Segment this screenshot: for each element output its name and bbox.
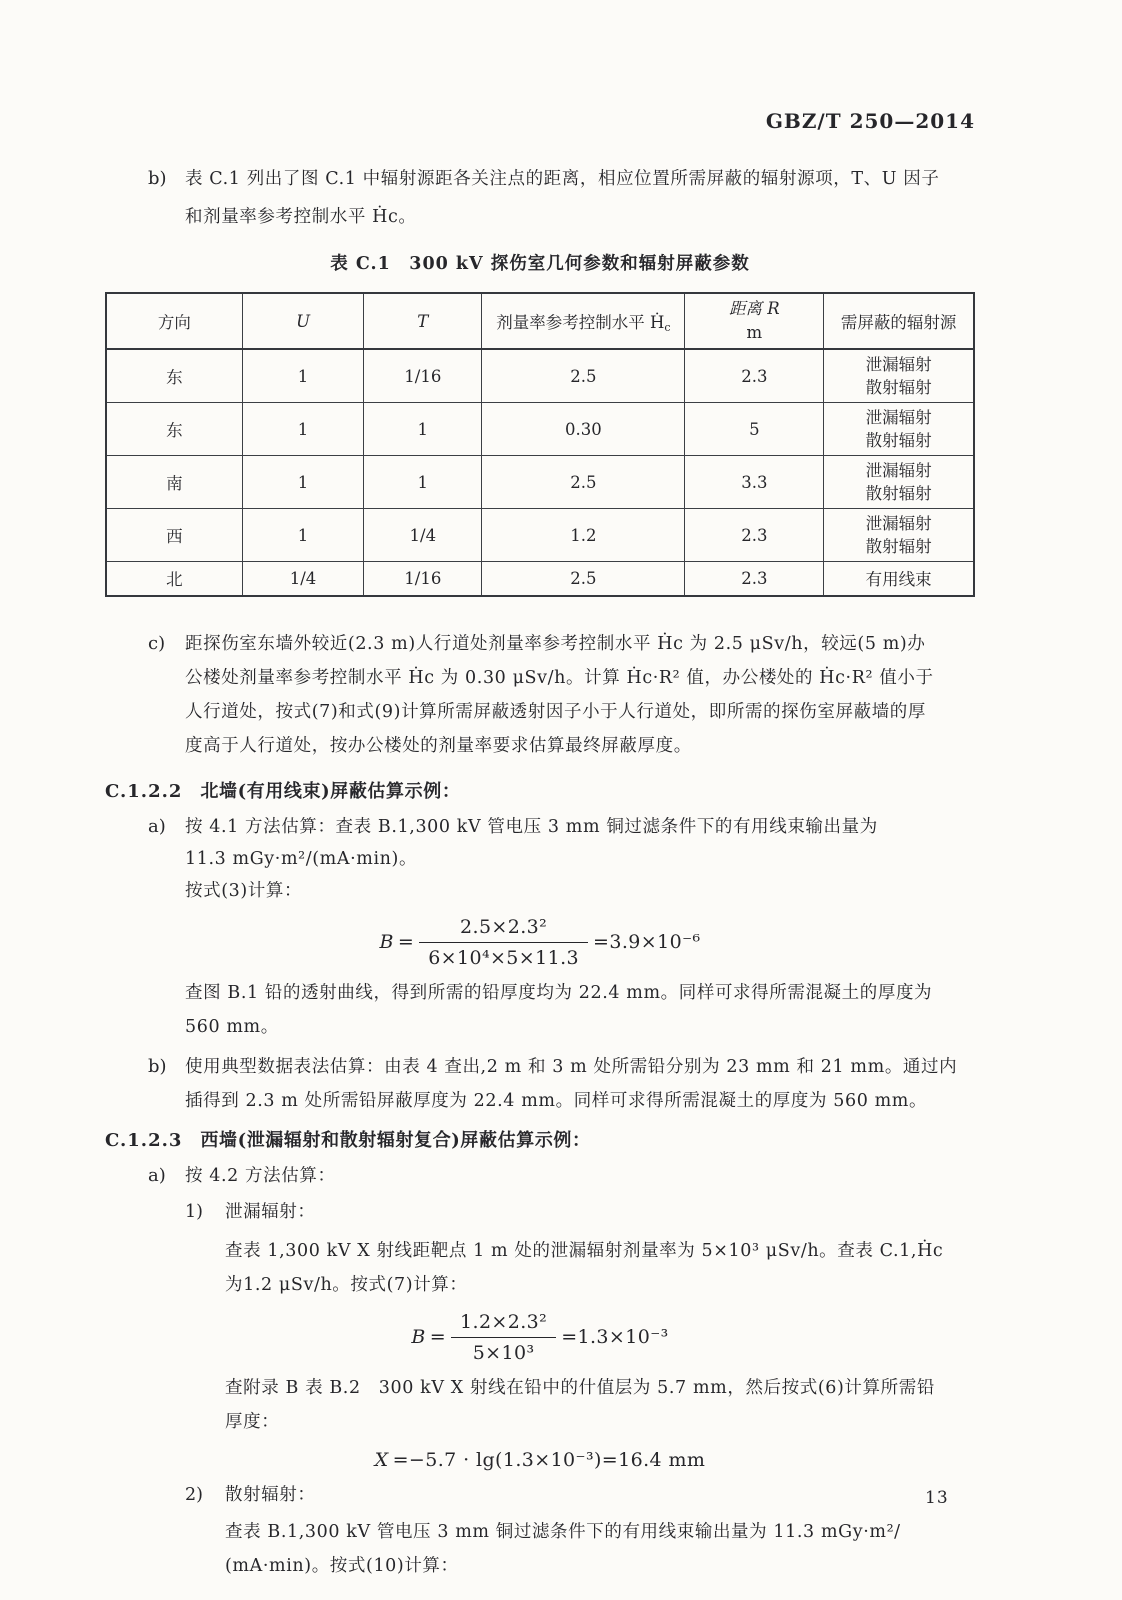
- text-line: 度高于人行道处，按办公楼处的剂量率要求估算最终屏蔽厚度。: [185, 735, 692, 756]
- formula-equals: =: [429, 1326, 447, 1348]
- text-line: 为1.2 μSv/h。按式(7)计算：: [225, 1274, 468, 1295]
- cell-u: 1: [242, 509, 364, 562]
- cell-source: [824, 509, 974, 562]
- table-row: [106, 349, 974, 403]
- cell-source: 有用线束: [824, 562, 974, 596]
- subitem-1-label: 1): [185, 1201, 203, 1222]
- formula-fraction: [451, 1310, 556, 1365]
- dose-header-subscript: c: [664, 320, 671, 334]
- text-line: 查图 B.1 铅的透射曲线，得到所需的铅厚度均为 22.4 mm。同样可求得所需混凝土的厚度为: [185, 982, 933, 1003]
- cell-source: [824, 456, 974, 509]
- formula-fraction: [419, 915, 588, 970]
- cell-direction: 东: [106, 403, 242, 456]
- text-line: 插得到 2.3 m 处所需铅屏蔽厚度为 22.4 mm。同样可求得所需混凝土的厚度为 560 mm。: [185, 1090, 928, 1111]
- source-line: 泄漏辐射: [865, 514, 932, 533]
- item-b-body: [185, 1050, 975, 1118]
- section-number: C.1.2.3: [105, 1129, 183, 1151]
- cell-direction: 西: [106, 509, 242, 562]
- item-c-label: c): [148, 632, 166, 654]
- text-line: 按式(3)计算：: [185, 880, 303, 901]
- section-title: 西墙(泄漏辐射和散射辐射复合)屏蔽估算示例：: [200, 1129, 591, 1151]
- cell-u: 1/4: [242, 562, 364, 596]
- formula-lhs: B: [411, 1326, 426, 1348]
- cell-source: [824, 349, 974, 403]
- table-row: [106, 456, 974, 509]
- cell-dose: 2.5: [482, 562, 685, 596]
- item-a-body: [185, 811, 975, 907]
- source-line: 散射辐射: [865, 484, 932, 503]
- paragraph-leak: [225, 1234, 975, 1302]
- section-heading-c122: [105, 779, 975, 805]
- cell-u: 1: [242, 403, 364, 456]
- subitem-1: [105, 1196, 975, 1228]
- item-c123-a: [105, 1160, 975, 1192]
- cell-direction: 北: [106, 562, 242, 596]
- cell-dose: 2.5: [482, 456, 685, 509]
- column-header-u: U: [242, 293, 364, 349]
- cell-dose: 0.30: [482, 403, 685, 456]
- paragraph-hvl: [225, 1371, 975, 1439]
- text-line: 按 4.2 方法估算：: [185, 1165, 336, 1186]
- text-line: 11.3 mGy·m²/(mA·min)。: [185, 848, 418, 869]
- item-c-body: [185, 627, 975, 763]
- distance-header-text: 距离 R: [729, 299, 780, 318]
- cell-t: 1/4: [364, 509, 482, 562]
- text-line: 使用典型数据表法估算：由表 4 查出,2 m 和 3 m 处所需铅分别为 23 mm 和 21 mm。通过内: [185, 1056, 958, 1077]
- formula-lead-thickness-x: [105, 1449, 975, 1471]
- section-number: C.1.2.2: [105, 780, 183, 802]
- text-line: 查表 B.1,300 kV 管电压 3 mm 铜过滤条件下的有用线束输出量为 11.3 mGy·m²/: [225, 1521, 901, 1542]
- text-line: 和剂量率参考控制水平 Ḣc。: [185, 207, 417, 227]
- text-line: 距探伤室东墙外较近(2.3 m)人行道处剂量率参考控制水平 Ḣc 为 2.5 μSv/h，较远(5 m)办: [185, 633, 926, 654]
- subitem-2-text: 散射辐射：: [225, 1484, 316, 1505]
- formula-lhs: B: [379, 931, 394, 953]
- table-row: [106, 403, 974, 456]
- dose-header-text: 剂量率参考控制水平 Ḣ: [496, 312, 665, 332]
- formula-transmission-b1: [105, 915, 975, 970]
- source-line: 散射辐射: [865, 378, 932, 397]
- page-number: 13: [925, 1488, 949, 1508]
- cell-distance: 2.3: [685, 349, 824, 403]
- table-header-row: [106, 293, 974, 349]
- text-line: 人行道处，按式(7)和式(9)计算所需屏蔽透射因子小于人行道处，即所需的探伤室屏蔽墙的厚: [185, 701, 926, 722]
- distance-header-unit: m: [746, 323, 763, 342]
- column-header-source: 需屏蔽的辐射源: [824, 293, 974, 349]
- text-line: 查附录 B 表 B.2 300 kV X 射线在铅中的什值层为 5.7 mm，然后按式(6)计算所需铅: [225, 1377, 935, 1398]
- column-header-direction: 方向: [106, 293, 242, 349]
- item-a-label: a): [148, 815, 166, 837]
- cell-direction: 东: [106, 349, 242, 403]
- table-title: 表 C.1 300 kV 探伤室几何参数和辐射屏蔽参数: [330, 254, 750, 274]
- formula-lhs: X: [374, 1448, 389, 1471]
- item-c122-a: [105, 811, 975, 907]
- item-b: [105, 160, 975, 236]
- text-line: 560 mm。: [185, 1016, 279, 1037]
- column-header-dose: [482, 293, 685, 349]
- cell-t: 1: [364, 403, 482, 456]
- cell-distance: 2.3: [685, 509, 824, 562]
- text-line: 查表 1,300 kV X 射线距靶点 1 m 处的泄漏辐射剂量率为 5×10³ μSv/h。查表 C.1,Ḣc: [225, 1240, 944, 1261]
- standard-number: GBZ/T 250—2014: [765, 109, 975, 133]
- cell-source: [824, 403, 974, 456]
- item-c122-b: [105, 1050, 975, 1118]
- column-header-distance: [685, 293, 824, 349]
- item-b-label: b): [148, 168, 167, 189]
- cell-dose: 2.5: [482, 349, 685, 403]
- item-b-label: b): [148, 1055, 167, 1077]
- cell-t: 1: [364, 456, 482, 509]
- source-line: 泄漏辐射: [865, 355, 932, 374]
- source-line: 泄漏辐射: [865, 408, 932, 427]
- cell-direction: 南: [106, 456, 242, 509]
- source-line: 泄漏辐射: [865, 461, 932, 480]
- paragraph-lead-thickness: [185, 976, 975, 1044]
- section-title: 北墙(有用线束)屏蔽估算示例：: [200, 780, 461, 802]
- subitem-1-text: 泄漏辐射：: [225, 1201, 316, 1222]
- fraction-denominator: 6×10⁴×5×11.3: [428, 946, 580, 969]
- fraction-numerator: 1.2×2.3²: [451, 1310, 556, 1338]
- source-line: 散射辐射: [865, 537, 932, 556]
- formula-equals: =: [397, 931, 415, 953]
- cell-t: 1/16: [364, 562, 482, 596]
- cell-u: 1: [242, 456, 364, 509]
- cell-dose: 1.2: [482, 509, 685, 562]
- formula-result: =1.3×10⁻³: [561, 1326, 669, 1348]
- cell-distance: 2.3: [685, 562, 824, 596]
- table-row: [106, 562, 974, 596]
- text-line: 公楼处剂量率参考控制水平 Ḣc 为 0.30 μSv/h。计算 Ḣc·R² 值，办公楼处的 Ḣc·R² 值小于: [185, 667, 934, 688]
- item-b-body: [185, 160, 975, 236]
- cell-distance: 5: [685, 403, 824, 456]
- text-line: 表 C.1 列出了图 C.1 中辐射源距各关注点的距离，相应位置所需屏蔽的辐射源项，T、U 因子: [185, 169, 940, 189]
- subitem-2: [105, 1479, 975, 1511]
- column-header-t: T: [364, 293, 482, 349]
- cell-distance: 3.3: [685, 456, 824, 509]
- item-a-label: a): [148, 1164, 166, 1186]
- fraction-numerator: 2.5×2.3²: [419, 915, 588, 943]
- formula-transmission-b2: [105, 1310, 975, 1365]
- text-line: 厚度：: [225, 1411, 280, 1432]
- section-heading-c123: [105, 1128, 975, 1154]
- item-a-body: [185, 1160, 975, 1192]
- text-line: 按 4.1 方法估算：查表 B.1,300 kV 管电压 3 mm 铜过滤条件下的有用线束输出量为: [185, 816, 878, 837]
- formula-result: =3.9×10⁻⁶: [593, 931, 701, 953]
- cell-u: 1: [242, 349, 364, 403]
- cell-t: 1/16: [364, 349, 482, 403]
- text-line: (mA·min)。按式(10)计算：: [225, 1555, 459, 1576]
- paragraph-scatter: [225, 1515, 975, 1583]
- table-row: [106, 509, 974, 562]
- fraction-denominator: 5×10³: [472, 1341, 535, 1364]
- formula-expression: =−5.7 · lg(1.3×10⁻³)=16.4 mm: [392, 1448, 706, 1471]
- subitem-2-label: 2): [185, 1484, 203, 1505]
- source-line: 散射辐射: [865, 431, 932, 450]
- parameters-table: [105, 292, 975, 597]
- item-c: [105, 627, 975, 763]
